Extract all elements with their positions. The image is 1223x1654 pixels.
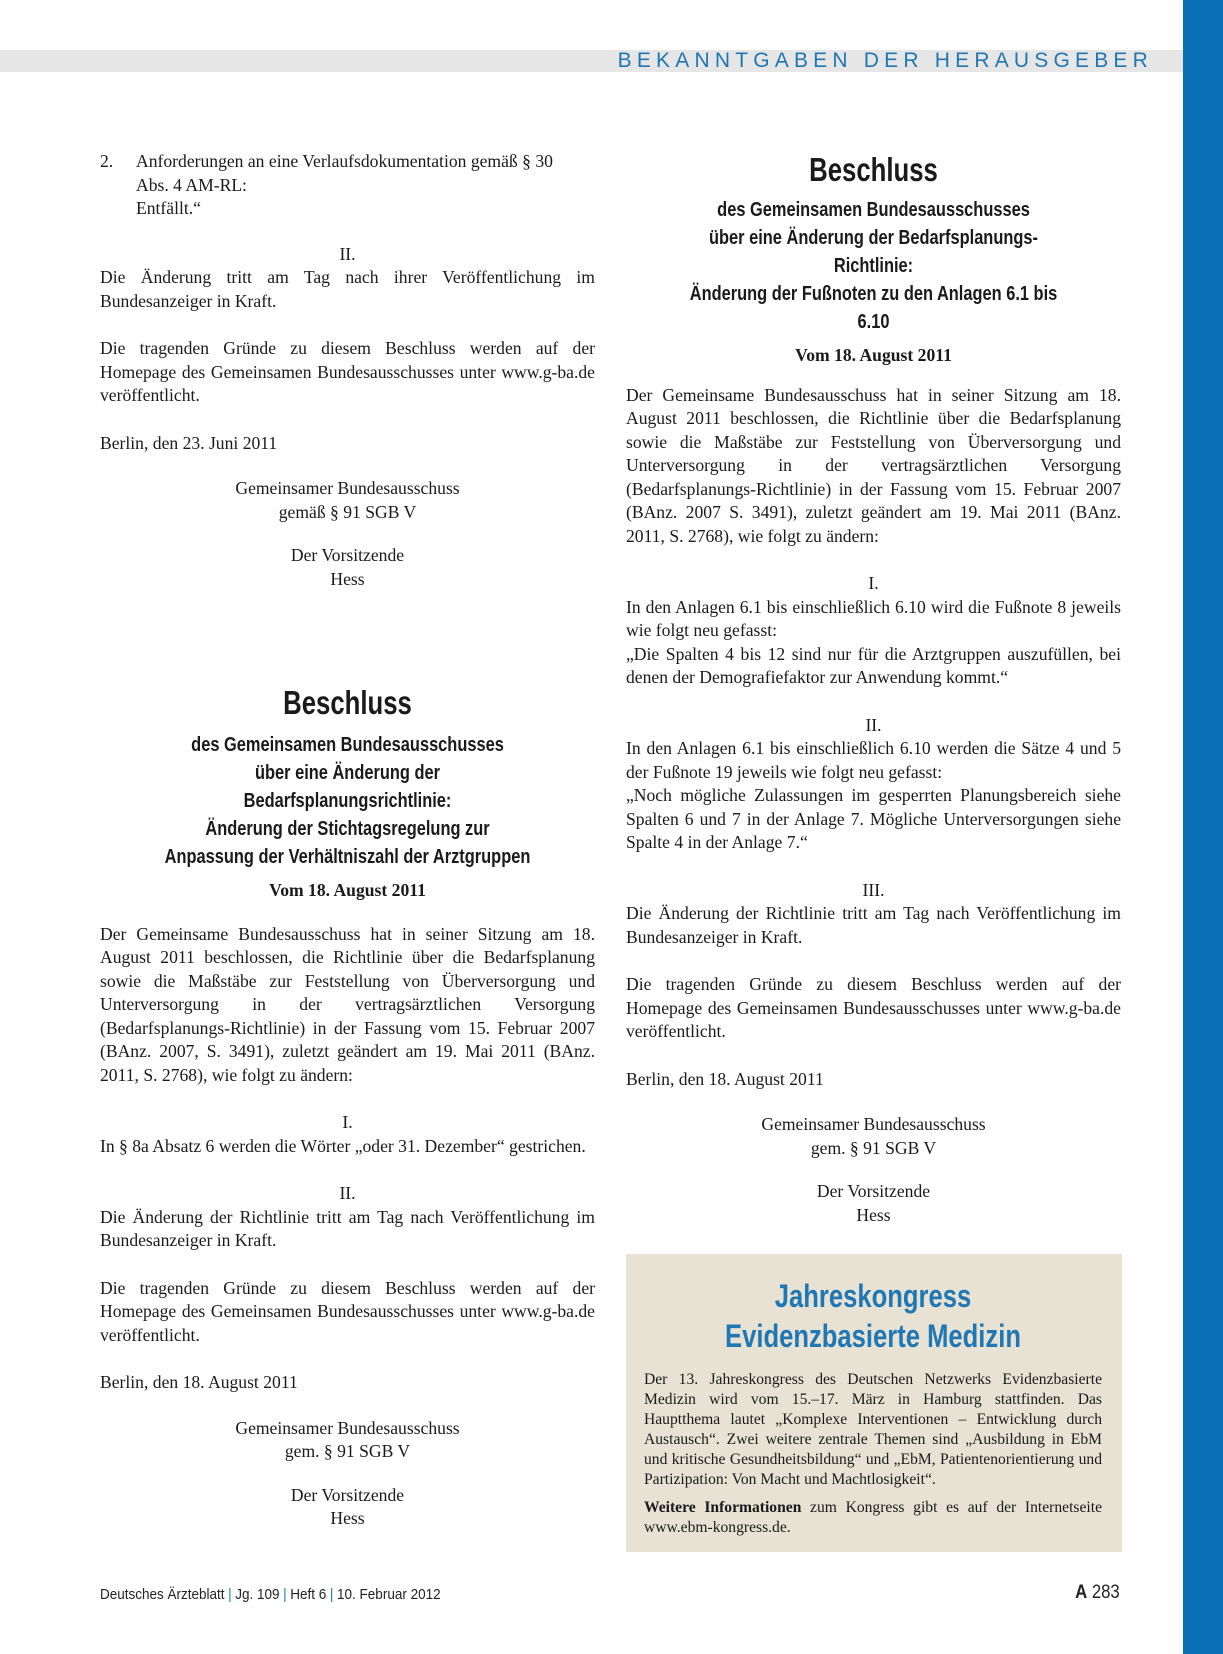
info-box-more bbox=[644, 1498, 1102, 1538]
signature-org-basis: gem. § 91 SGB V bbox=[284, 1441, 411, 1461]
resolution-intro: Der Gemeinsame Bundesausschuss hat in seiner Sitzung am 18. August 2011 beschlossen, die Richtlinie über die Bedarfsplanung sowie die Maßstäbe zur Feststellung von Überversorgung und Unterversorgung in der vertragsärztlichen Versorgung (Bedarfsplanungs-Richtlinie) in der Fassung vom 15. Februar 2007 (BAnz. 2007, S. 3491), zuletzt geändert am 19. Mai 2011 (BAnz. 2011, S. 2768), wie folgt zu ändern: bbox=[100, 923, 595, 1085]
journal-issue: Heft 6 bbox=[290, 1586, 327, 1603]
section-quote: „Noch mögliche Zulassungen im gesperrten Planungsbereich siehe Spalten 6 und 7 in der Anlage 7. Mögliche Unterversorgungen siehe Spalte 4 in der Anlage 7.“ bbox=[626, 785, 1121, 852]
reasons-text: Die tragenden Gründe zu diesem Beschluss werden auf der Homepage des Gemeinsamen Bundesausschusses unter www.g-ba.de veröffentlicht. bbox=[100, 1277, 595, 1345]
info-box-more-lead: Weitere Informationen bbox=[644, 1499, 802, 1516]
resolution-subtitle: Anpassung der Verhältniszahl der Arztgruppen bbox=[164, 845, 531, 868]
section-text: Die Änderung der Richtlinie tritt am Tag nach Veröffentlichung im Bundesanzeiger in Kraft. bbox=[626, 903, 1121, 947]
resolution-subtitle: Änderung der Stichtagsregelung zur bbox=[205, 817, 490, 840]
publication-info bbox=[100, 1586, 441, 1603]
resolution-subtitle: Änderung der Fußnoten zu den Anlagen 6.1 bis 6.10 bbox=[689, 282, 1058, 333]
right-column bbox=[626, 150, 1121, 1227]
resolution-subtitle: über eine Änderung der Bedarfsplanungs-Richtlinie: bbox=[709, 226, 1038, 277]
section-heading: II. bbox=[339, 243, 356, 264]
side-color-bar bbox=[1183, 0, 1223, 1654]
list-item bbox=[100, 150, 595, 221]
resolution-subtitle: über eine Änderung der Bedarfsplanungsrichtlinie: bbox=[243, 761, 452, 812]
footer-separator: | bbox=[329, 1586, 334, 1603]
section-heading: II. bbox=[339, 1183, 356, 1203]
section-label: BEKANNTGABEN DER HERAUSGEBER bbox=[617, 49, 1153, 72]
signature-role: Der Vorsitzende bbox=[290, 545, 405, 565]
signature-org-basis: gemäß § 91 SGB V bbox=[278, 501, 417, 522]
reasons-text: Die tragenden Gründe zu diesem Beschluss werden auf der Homepage des Gemeinsamen Bundesausschusses unter www.g-ba.de veröffentlicht. bbox=[100, 338, 595, 405]
section-text: Die Änderung der Richtlinie tritt am Tag nach Veröffentlichung im Bundesanzeiger in Kraft. bbox=[100, 1206, 595, 1250]
congress-info-box bbox=[626, 1254, 1122, 1552]
signature-org: Gemeinsamer Bundesausschuss bbox=[235, 1417, 460, 1438]
signature-org-basis: gem. § 91 SGB V bbox=[810, 1137, 937, 1158]
list-item-line: Entfällt.“ bbox=[136, 198, 201, 218]
left-column bbox=[100, 150, 595, 1531]
section-heading: III. bbox=[862, 879, 885, 900]
info-box-more-text: zum Kongress gibt es auf der Internetseite www.ebm-kongress.de. bbox=[644, 1499, 1102, 1536]
resolution-date: Vom 18. August 2011 bbox=[269, 880, 426, 900]
place-date: Berlin, den 18. August 2011 bbox=[100, 1372, 298, 1392]
signature-org: Gemeinsamer Bundesausschuss bbox=[761, 1114, 986, 1134]
section-heading: II. bbox=[865, 714, 882, 735]
journal-date: 10. Februar 2012 bbox=[337, 1586, 441, 1603]
footer-separator: | bbox=[283, 1586, 287, 1603]
reasons-text: Die tragenden Gründe zu diesem Beschluss werden auf der Homepage des Gemeinsamen Bundesausschusses unter www.g-ba.de veröffentlicht. bbox=[626, 974, 1121, 1041]
page-number-value: 283 bbox=[1092, 1582, 1120, 1603]
resolution-title: Beschluss bbox=[283, 684, 412, 721]
section-heading: I. bbox=[342, 1112, 353, 1132]
signature-name: Hess bbox=[330, 568, 365, 589]
section-text: In den Anlagen 6.1 bis einschließlich 6.10 wird die Fußnote 8 jeweils wie folgt neu gefasst: bbox=[626, 596, 1121, 640]
journal-volume: Jg. 109 bbox=[235, 1586, 280, 1603]
info-box-title bbox=[690, 1276, 1056, 1356]
signature-role: Der Vorsitzende bbox=[290, 1484, 405, 1505]
section-text: In § 8a Absatz 6 werden die Wörter „oder 31. Dezember“ gestrichen. bbox=[100, 1135, 586, 1156]
journal-name: Deutsches Ärzteblatt bbox=[100, 1586, 225, 1603]
resolution-subtitle: des Gemeinsamen Bundesausschusses bbox=[191, 733, 504, 756]
section-heading: I. bbox=[868, 573, 879, 593]
section-quote: „Die Spalten 4 bis 12 sind nur für die Arztgruppen auszufüllen, bei denen der Demografiefaktor zur Anwendung kommt.“ bbox=[626, 643, 1121, 687]
page-footer bbox=[100, 1582, 1120, 1608]
list-item-number: 2. bbox=[100, 151, 114, 171]
section-text: In den Anlagen 6.1 bis einschließlich 6.10 werden die Sätze 4 und 5 der Fußnote 19 jeweils wie folgt neu gefasst: bbox=[626, 738, 1121, 782]
info-box-title-line: Jahreskongress bbox=[774, 1278, 972, 1314]
page-number bbox=[1075, 1582, 1120, 1604]
list-item-line: Abs. 4 AM-RL: bbox=[136, 174, 247, 195]
section-text: Die Änderung tritt am Tag nach ihrer Veröffentlichung im Bundesanzeiger in Kraft. bbox=[100, 267, 595, 311]
signature-name: Hess bbox=[856, 1204, 891, 1225]
resolution-title: Beschluss bbox=[809, 151, 938, 188]
page-prefix: A bbox=[1075, 1582, 1088, 1603]
resolution-date: Vom 18. August 2011 bbox=[795, 345, 952, 365]
resolution-intro: Der Gemeinsame Bundesausschuss hat in seiner Sitzung am 18. August 2011 beschlossen, die Richtlinie über die Bedarfsplanung sowie die Maßstäbe zur Feststellung von Überversorgung und Unterversorgung in der vertragsärztlichen Versorgung (Bedarfsplanungs-Richtlinie) in der Fassung vom 15. Februar 2007 (BAnz. 2007 S. 3491), zuletzt geändert am 19. Mai 2011 (BAnz. 2011, S. 2768), wie folgt zu ändern: bbox=[626, 384, 1121, 546]
info-box-title-line: Evidenzbasierte Medizin bbox=[725, 1318, 1021, 1354]
info-box-text: Der 13. Jahreskongress des Deutschen Netzwerks Evidenzbasierte Medizin wird vom 15.–17. März in Hamburg stattfinden. Das Hauptthema lautet „Komplexe Interventionen – Entwicklung durch Austausch“. Zwei weitere zentrale Themen sind „Ausbildung in EbM und kritische Gesundheitsbildung“ und „EbM, Patientenorientierung und Partizipation: Von Macht und Machtlosigkeit“. bbox=[644, 1371, 1102, 1488]
list-item-body bbox=[136, 150, 595, 221]
signature-name: Hess bbox=[330, 1508, 365, 1528]
signature-role: Der Vorsitzende bbox=[816, 1181, 931, 1201]
place-date: Berlin, den 23. Juni 2011 bbox=[100, 432, 278, 453]
signature-org: Gemeinsamer Bundesausschuss bbox=[235, 478, 460, 498]
resolution-subtitle: des Gemeinsamen Bundesausschusses bbox=[717, 198, 1030, 221]
place-date: Berlin, den 18. August 2011 bbox=[626, 1068, 824, 1089]
footer-separator: | bbox=[228, 1586, 232, 1603]
list-item-line: Anforderungen an eine Verlaufsdokumentation gemäß § 30 bbox=[136, 151, 553, 171]
